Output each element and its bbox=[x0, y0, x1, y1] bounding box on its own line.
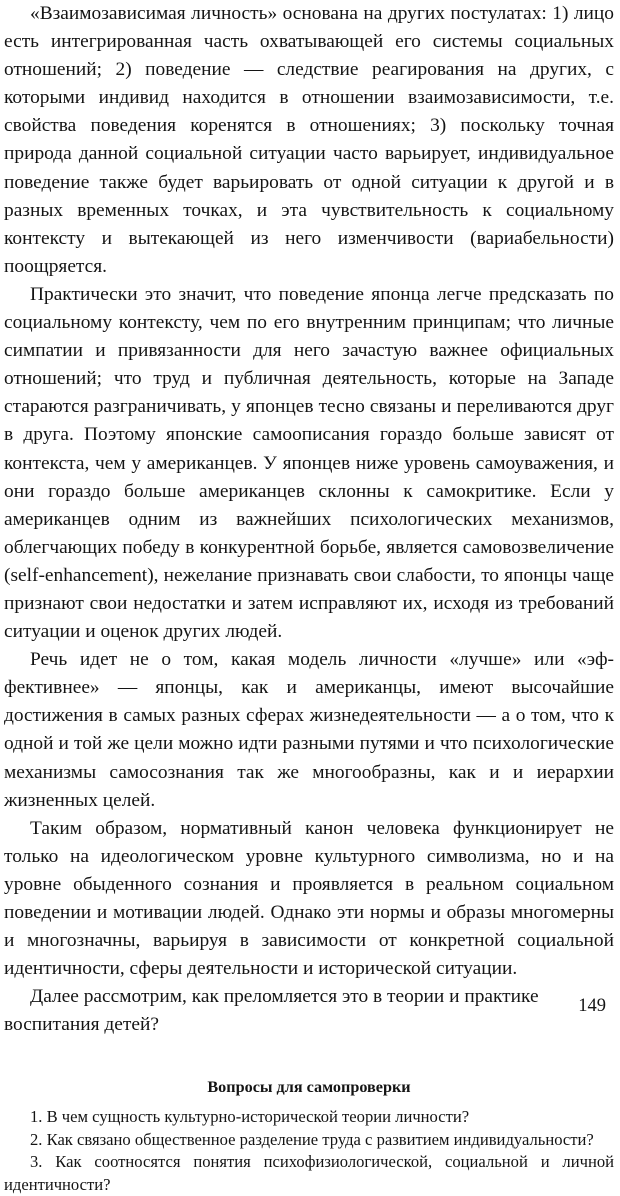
question-item: 2. Как связано общественное разделение труда с развитием индивидуальности? bbox=[30, 1129, 594, 1149]
paragraph-personality-models: Речь идет не о том, какая модель личности «лучше» или «эффективнее» — японцы, как и американцы, имеют высочайшие достижения в самых разных сферах жизнедеятельности — а о том, что к одной и той же цели можно идти разными путями и что психологические механизмы самосознания так же многообразны, как и и иерархии жизненных целей. bbox=[4, 649, 614, 811]
question-item: 3. Как соотносятся понятия психофизиологической, социальной и личной идентичности? bbox=[4, 1152, 614, 1194]
questions-list bbox=[4, 1106, 614, 1196]
paragraph-normative-canon: Таким образом, нормативный канон человека функционирует не только на идеологическом уровне культурного символизма, но и на уровне обыденного сознания и проявляется в реальном социальном поведении и мотивации людей. Однако эти нормы и образы многомерны и многозначны, варьируя в зависимости от конкретной социальной идентичности, сферы деятельности и исторической ситуации. bbox=[4, 817, 614, 980]
paragraph-interdependent-self: «Взаимозависимая личность» основана на других постулатах: 1) лицо есть интегрированная часть охватывающей его системы социальных отношений; 2) поведение — следствие реагирования на других, с которыми индивид находится в отношении взаимозависимости, т.е. свойства поведения коренятся в отношениях; 3) поскольку точная природа данной социальной ситуации часто варьирует, индивидуальное поведение также будет варьировать от одной ситуации к другой и в разных временных точках, и эта чувствительность к социальному контексту и вытекающей из него изменчивости (вариабельности) поощряется. bbox=[4, 3, 614, 277]
question-item: 1. В чем сущность культурно-исторической теории личности? bbox=[30, 1107, 470, 1127]
section-heading: Вопросы для самопроверки bbox=[207, 1078, 411, 1097]
paragraph-japanese-behavior: Практически это значит, что поведение японца легче предсказать по социальному контексту, чем по его внутренним принципам; что личные симпатии и привязанности для него зачастую важнее официальных отношений; что труд и публичная деятельность, которые на Западе стараются разграничивать, у японцев тесно связаны и переливаются друг в друга. Поэтому японские самоописания гораздо больше зависят от контекста, чем у американцев. У японцев ниже уровень самоуважения, и они гораздо больше американцев склонны к самокритике. Если у американцев одним из важнейших психологических механизмов, облегчающих победу в конкурентной борьбе, является самовозвеличение (self-enhancement), нежелание признавать свои слабости, то японцы чаще признают свои недостатки и затем исправляют их, исходя из требований ситуации и оценок других людей. bbox=[4, 283, 614, 643]
main-text bbox=[4, 0, 614, 1039]
paragraph-child-upbringing: Далее рассмотрим, как преломляется это в теории и практике воспитания детей? bbox=[4, 986, 539, 1036]
page-number: 149 bbox=[578, 996, 606, 1016]
